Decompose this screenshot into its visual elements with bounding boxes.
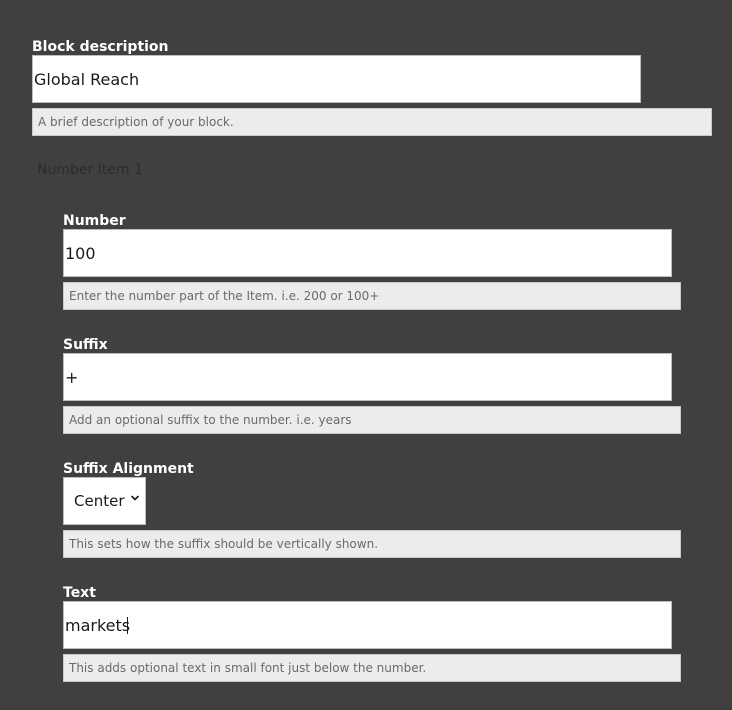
block-description-input[interactable] [32,55,641,103]
block-description-help: A brief description of your block. [32,108,712,136]
suffix-input[interactable] [63,353,672,401]
number-help: Enter the number part of the Item. i.e. 200 or 100+ [63,282,681,310]
number-input[interactable] [63,229,672,277]
number-label: Number [63,213,126,229]
block-description-label: Block description [32,39,169,55]
suffix-alignment-select-wrapper[interactable] [63,477,146,525]
suffix-label: Suffix [63,337,108,353]
text-cursor [127,617,128,634]
text-help: This adds optional text in small font just below the number. [63,654,681,682]
text-label: Text [63,585,96,601]
text-input[interactable] [63,601,672,649]
suffix-alignment-label: Suffix Alignment [63,461,194,477]
number-item-heading: Number Item 1 [37,162,143,178]
suffix-alignment-select[interactable] [64,478,145,524]
suffix-help: Add an optional suffix to the number. i.e. years [63,406,681,434]
suffix-alignment-help: This sets how the suffix should be vertically shown. [63,530,681,558]
